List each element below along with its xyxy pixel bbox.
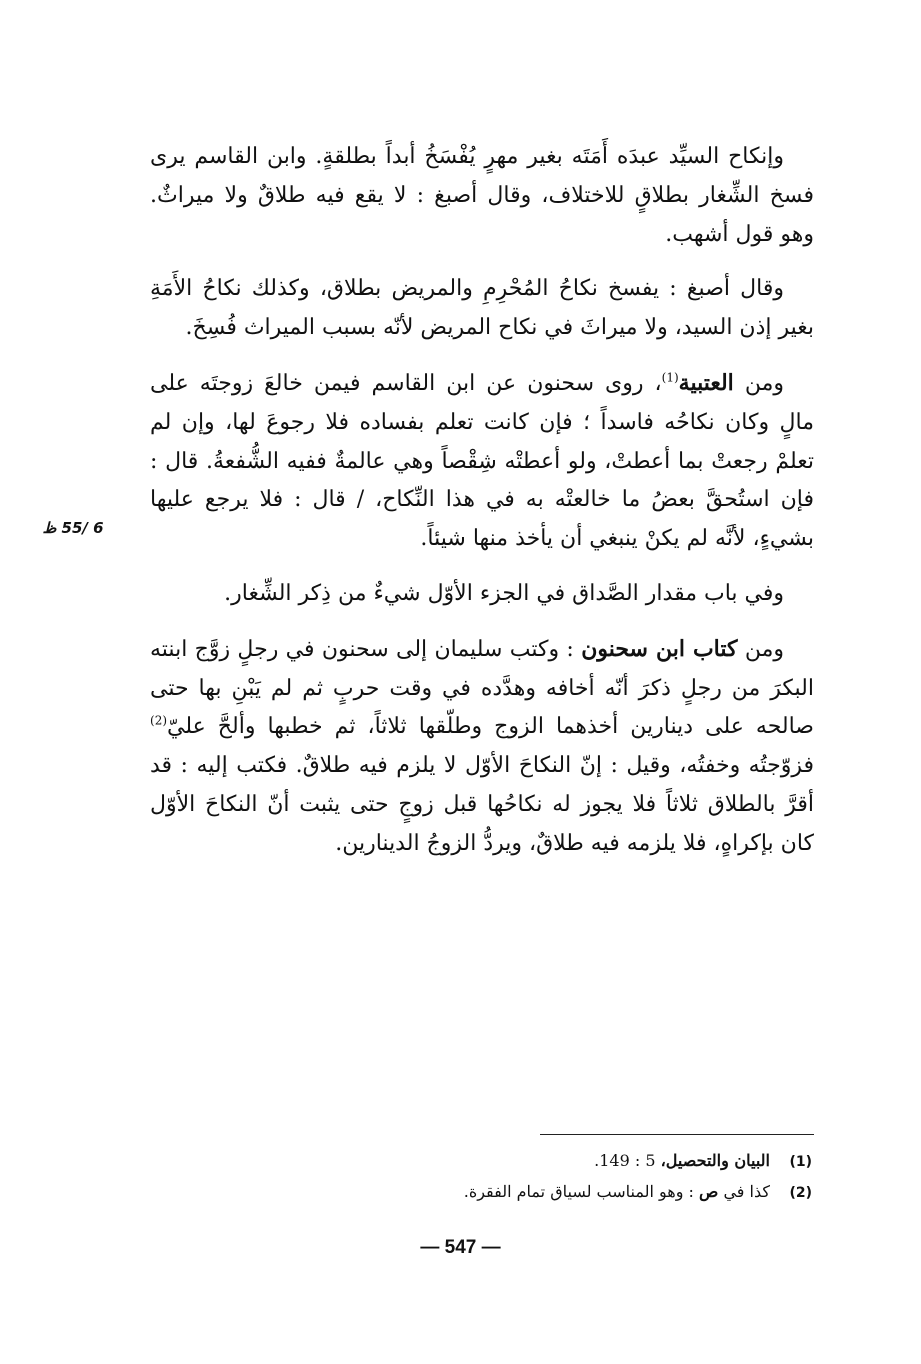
footnote-2-number: (2) (789, 1185, 812, 1201)
paragraph-5-lead: ومن (744, 636, 784, 662)
footnote-1-source: البيان والتحصيل، (660, 1151, 770, 1170)
footnote-2-lead: كذا في (723, 1182, 770, 1201)
footnote-separator (540, 1134, 814, 1135)
footnote-2-source: ص (699, 1182, 719, 1201)
paragraph-3 (150, 364, 814, 559)
folio-mark: / (356, 487, 365, 513)
footnote-ref-2: (2) (150, 714, 168, 729)
source-title-ibn-sahnun: كتاب ابن سحنون (581, 635, 738, 662)
paragraph-4 (150, 575, 814, 614)
paragraph-5-text-b: فزوّجتُه وخفتُه، وقيل : إنّ النكاحَ الأوّل لا يلزم فيه طلاقٌ. فكتب إليه : قد أقرَّ بالطلاق ثلاثاً فلا يجوز له نكاحُها قبل زوجٍ حتى يثبت أنّ النكاحَ الأوّل كان بإكراهٍ، فلا يلزمه فيه طلاقٌ، ويردُّ الزوجُ الدينارين. (150, 753, 814, 856)
paragraph-1 (150, 138, 814, 254)
footnote-1 (400, 1146, 812, 1177)
paragraph-2-text: وقال أصبغ : يفسخ نكاحُ المُحْرِمِ والمريض بطلاق، وكذلك نكاحُ الأَمَةِ بغير إذن السيد، ولا ميراثَ في نكاح المريض لأنّه بسبب الميراث فُسِخَ. (150, 276, 814, 341)
footnote-2-text: : وهو المناسب لسياق تمام الفقرة. (463, 1182, 694, 1201)
footnote-1-text: 5 : 149. (594, 1151, 656, 1170)
paragraph-5-text-a: : وكتب سليمان إلى سحنون في رجلٍ زوَّج ابنته البكرَ من رجلٍ ذكرَ أنّه أخافه وهدَّده في وقت حربٍ ثم لم يَبْنِ بها حتى صالحه على دينارين أخذهما الزوج وطلّقها ثلاثاً، ثم خطبها وألحَّ عليّ (150, 636, 814, 740)
paragraph-2 (150, 270, 814, 348)
paragraph-3-text-a: ، روى سحنون عن ابن القاسم فيمن خالعَ زوجتَه على مالٍ وكان نكاحُه فاسداً ؛ فإن كانت تعلم بفساده فلا رجوعَ لها، وإن لم تعلمْ رجعتْ بما أعطتْ، ولو أعطتْه شِقْصاً وهي عالمةٌ ففيه الشُّفعةُ. قال : فإن استُحقَّ بعضُ ما خالعتْه به في هذا النِّكاح، (150, 370, 814, 513)
source-title-utbiyya: العتبية (678, 369, 734, 396)
footnotes (400, 1146, 812, 1208)
paragraph-5 (150, 630, 814, 864)
paragraph-4-text: وفي باب مقدار الصَّداق في الجزء الأوّل شيءٌ من ذِكر الشِّغار. (224, 580, 784, 606)
footnote-1-number: (1) (789, 1154, 812, 1170)
page-number: — 547 — (420, 1237, 501, 1258)
margin-folio-note: 6 /55 ظ (42, 519, 104, 537)
footnote-ref-1: (1) (661, 370, 679, 385)
footnote-2 (400, 1177, 812, 1208)
paragraph-3-lead: ومن (744, 370, 784, 396)
main-text (150, 138, 814, 880)
paragraph-1-text: وإنكاح السيِّد عبدَه أَمَتَه بغير مهرٍ يُفْسَخُ أبداً بطلقةٍ. وابن القاسم يرى فسخ الشِّغار بطلاقٍ للاختلاف، وقال أصبغ : لا يقع فيه طلاقٌ ولا ميراثٌ. وهو قول أشهب. (150, 144, 814, 247)
paragraph-3-text-b: قال : فلا يرجع عليها بشيءٍ، لأنَّه لم يكنْ ينبغي أن يأخذ منها شيئاً. (150, 487, 814, 552)
